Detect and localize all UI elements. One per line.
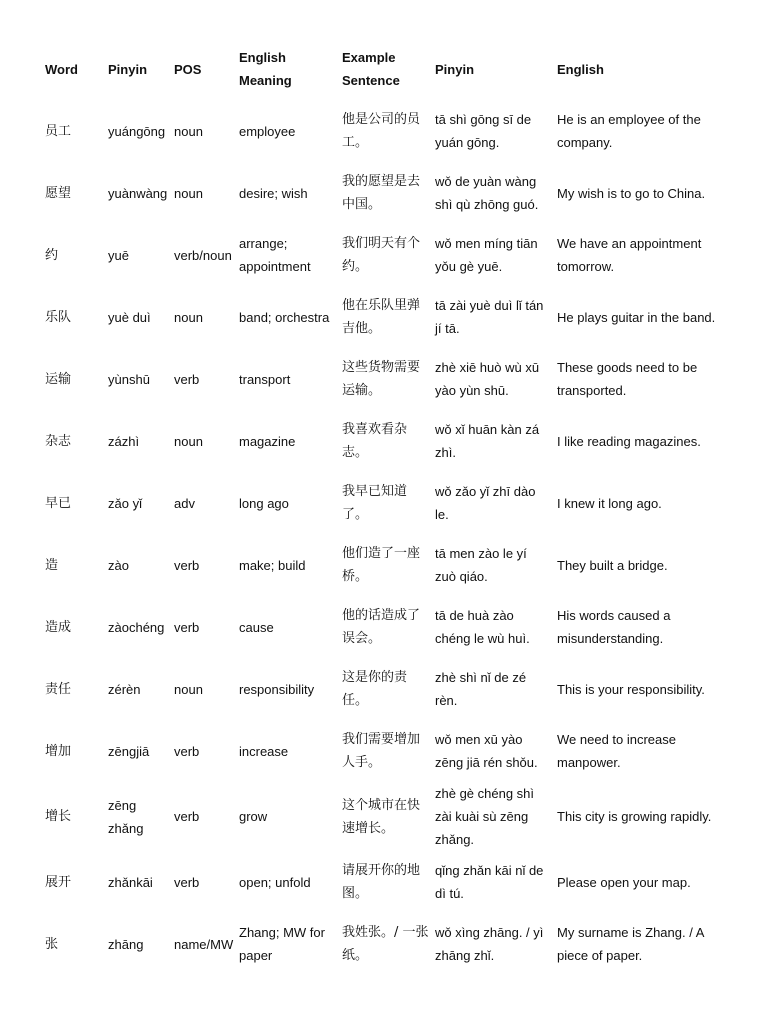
table-row — [43, 348, 727, 410]
cell-example-pinyin: tā zài yuè duì lǐ tán jí tā. — [435, 298, 544, 336]
cell-example-sentence: 我们明天有个约。 — [342, 236, 421, 274]
cell-pinyin: zēng zhǎng — [108, 797, 144, 836]
cell-example-english: He is an employee of the company. — [557, 112, 701, 150]
cell-english-meaning: desire; wish — [239, 185, 308, 201]
cell-pinyin: zhǎnkāi — [108, 874, 153, 890]
cell-english-meaning: cause — [239, 619, 274, 635]
cell-word: 乐队 — [45, 309, 72, 325]
table-row — [43, 534, 727, 596]
cell-example-sentence: 我姓张。/ 一张纸。 — [342, 925, 429, 963]
cell-example-english: My surname is Zhang. / A piece of paper. — [557, 925, 704, 963]
table-row — [43, 913, 727, 975]
cell-pos: adv — [174, 495, 195, 511]
cell-english-meaning: employee — [239, 123, 296, 139]
cell-english-meaning: responsibility — [239, 681, 315, 697]
cell-example-english: These goods need to be transported. — [557, 360, 698, 398]
cell-english-meaning: increase — [239, 743, 289, 759]
cell-pinyin: yùnshū — [108, 371, 150, 387]
table-row — [43, 851, 727, 913]
table-row — [43, 720, 727, 782]
cell-pinyin: yuànwàng — [108, 185, 168, 201]
cell-example-pinyin: wǒ zǎo yǐ zhī dào le. — [435, 484, 536, 522]
cell-pos: name/MW — [174, 936, 234, 952]
cell-example-pinyin: wǒ xǐ huān kàn zá zhì. — [435, 422, 540, 460]
cell-word: 员工 — [45, 123, 72, 139]
cell-example-pinyin: tā shì gōng sī de yuán gōng. — [435, 112, 532, 150]
cell-example-sentence: 我们需要增加人手。 — [342, 732, 421, 770]
cell-word: 增加 — [45, 743, 72, 759]
cell-pos: verb — [174, 874, 200, 890]
cell-example-sentence: 他们造了一座桥。 — [342, 546, 421, 584]
cell-example-english: He plays guitar in the band. — [557, 309, 716, 325]
cell-pinyin: zēngjiā — [108, 743, 150, 759]
header-word: Word — [45, 61, 78, 77]
cell-pinyin: yuè duì — [108, 309, 151, 325]
cell-pos: noun — [174, 681, 203, 697]
header-example-english: English — [557, 61, 604, 77]
cell-example-sentence: 我喜欢看杂志。 — [342, 422, 408, 460]
cell-word: 张 — [45, 936, 59, 952]
cell-pos: verb/noun — [174, 247, 232, 263]
header-example-pinyin: Pinyin — [435, 61, 475, 77]
cell-word: 早已 — [45, 495, 72, 511]
cell-example-pinyin: wǒ men míng tiān yǒu gè yuē. — [435, 236, 538, 274]
vocabulary-table — [43, 38, 727, 975]
cell-pinyin: zérèn — [108, 681, 141, 697]
cell-pinyin: yuángōng — [108, 123, 166, 139]
table-row — [43, 162, 727, 224]
table-row — [43, 658, 727, 720]
cell-pos: noun — [174, 123, 203, 139]
cell-word: 约 — [45, 247, 59, 263]
cell-english-meaning: magazine — [239, 433, 296, 449]
table-body — [43, 100, 727, 975]
cell-pinyin: zhāng — [108, 936, 144, 952]
cell-example-pinyin: zhè gè chéng shì zài kuài sù zēng zhǎng. — [435, 786, 535, 847]
cell-example-sentence: 我早已知道了。 — [342, 484, 408, 522]
cell-example-english: We need to increase manpower. — [557, 732, 676, 770]
cell-example-sentence: 这是你的责任。 — [342, 670, 408, 708]
cell-example-english: I like reading magazines. — [557, 433, 701, 449]
table-row — [43, 100, 727, 162]
cell-english-meaning: transport — [239, 371, 291, 387]
cell-example-english: I knew it long ago. — [557, 495, 662, 511]
cell-english-meaning: arrange; appointment — [239, 236, 311, 274]
cell-pinyin: zázhì — [108, 433, 140, 449]
table-row — [43, 410, 727, 472]
cell-example-sentence: 这个城市在快速增长。 — [342, 797, 421, 836]
cell-english-meaning: open; unfold — [239, 874, 311, 890]
table-row — [43, 472, 727, 534]
header-pos: POS — [174, 61, 202, 77]
cell-example-pinyin: qǐng zhǎn kāi nǐ de dì tú. — [435, 863, 544, 901]
cell-example-english: This is your responsibility. — [557, 681, 705, 697]
cell-pinyin: zào — [108, 557, 129, 573]
cell-pos: noun — [174, 433, 203, 449]
cell-example-pinyin: wǒ de yuàn wàng shì qù zhōng guó. — [435, 174, 539, 212]
cell-pos: noun — [174, 309, 203, 325]
cell-example-english: They built a bridge. — [557, 557, 668, 573]
cell-pos: verb — [174, 371, 200, 387]
cell-example-english: His words caused a misunderstanding. — [557, 608, 671, 646]
cell-example-english: Please open your map. — [557, 874, 691, 890]
table-row — [43, 286, 727, 348]
cell-example-pinyin: tā de huà zào chéng le wù huì. — [435, 608, 530, 646]
cell-english-meaning: make; build — [239, 557, 306, 573]
table-header-row — [43, 38, 727, 100]
cell-example-sentence: 他在乐队里弹吉他。 — [342, 298, 421, 336]
header-example-sentence: Example Sentence — [342, 50, 400, 88]
cell-example-pinyin: zhè shì nǐ de zé rèn. — [435, 670, 527, 708]
cell-word: 造 — [45, 557, 59, 573]
cell-word: 愿望 — [45, 185, 72, 201]
cell-example-english: This city is growing rapidly. — [557, 809, 712, 824]
cell-example-sentence: 他的话造成了误会。 — [342, 608, 421, 646]
header-english-meaning: English Meaning — [239, 50, 292, 88]
cell-pos: verb — [174, 557, 200, 573]
cell-english-meaning: grow — [239, 809, 268, 824]
cell-example-english: We have an appointment tomorrow. — [557, 236, 702, 274]
cell-english-meaning: Zhang; MW for paper — [239, 925, 325, 963]
cell-pos: verb — [174, 809, 200, 824]
header-pinyin: Pinyin — [108, 61, 148, 77]
cell-example-pinyin: wǒ xìng zhāng. / yì zhāng zhǐ. — [435, 925, 544, 963]
cell-pos: noun — [174, 185, 203, 201]
cell-example-sentence: 我的愿望是去中国。 — [342, 174, 421, 212]
cell-word: 运输 — [45, 371, 72, 387]
cell-example-sentence: 请展开你的地图。 — [342, 863, 421, 901]
cell-example-sentence: 他是公司的员工。 — [342, 112, 421, 150]
cell-word: 展开 — [45, 874, 72, 890]
cell-word: 增长 — [45, 809, 72, 824]
cell-example-pinyin: tā men zào le yí zuò qiáo. — [435, 546, 527, 584]
cell-english-meaning: band; orchestra — [239, 309, 330, 325]
cell-pos: verb — [174, 619, 200, 635]
cell-example-english: My wish is to go to China. — [557, 185, 706, 201]
table-row — [43, 224, 727, 286]
cell-pos: verb — [174, 743, 200, 759]
cell-pinyin: zǎo yǐ — [108, 495, 142, 511]
cell-pinyin: yuē — [108, 247, 129, 263]
table-row — [43, 782, 727, 851]
cell-english-meaning: long ago — [239, 495, 289, 511]
cell-pinyin: zàochéng — [108, 619, 165, 635]
table-row — [43, 596, 727, 658]
cell-word: 责任 — [45, 681, 72, 697]
cell-example-sentence: 这些货物需要运输。 — [342, 360, 421, 398]
cell-word: 造成 — [45, 619, 72, 635]
cell-word: 杂志 — [45, 433, 72, 449]
cell-example-pinyin: zhè xiē huò wù xū yào yùn shū. — [435, 360, 540, 398]
cell-example-pinyin: wǒ men xū yào zēng jiā rén shǒu. — [435, 732, 538, 770]
